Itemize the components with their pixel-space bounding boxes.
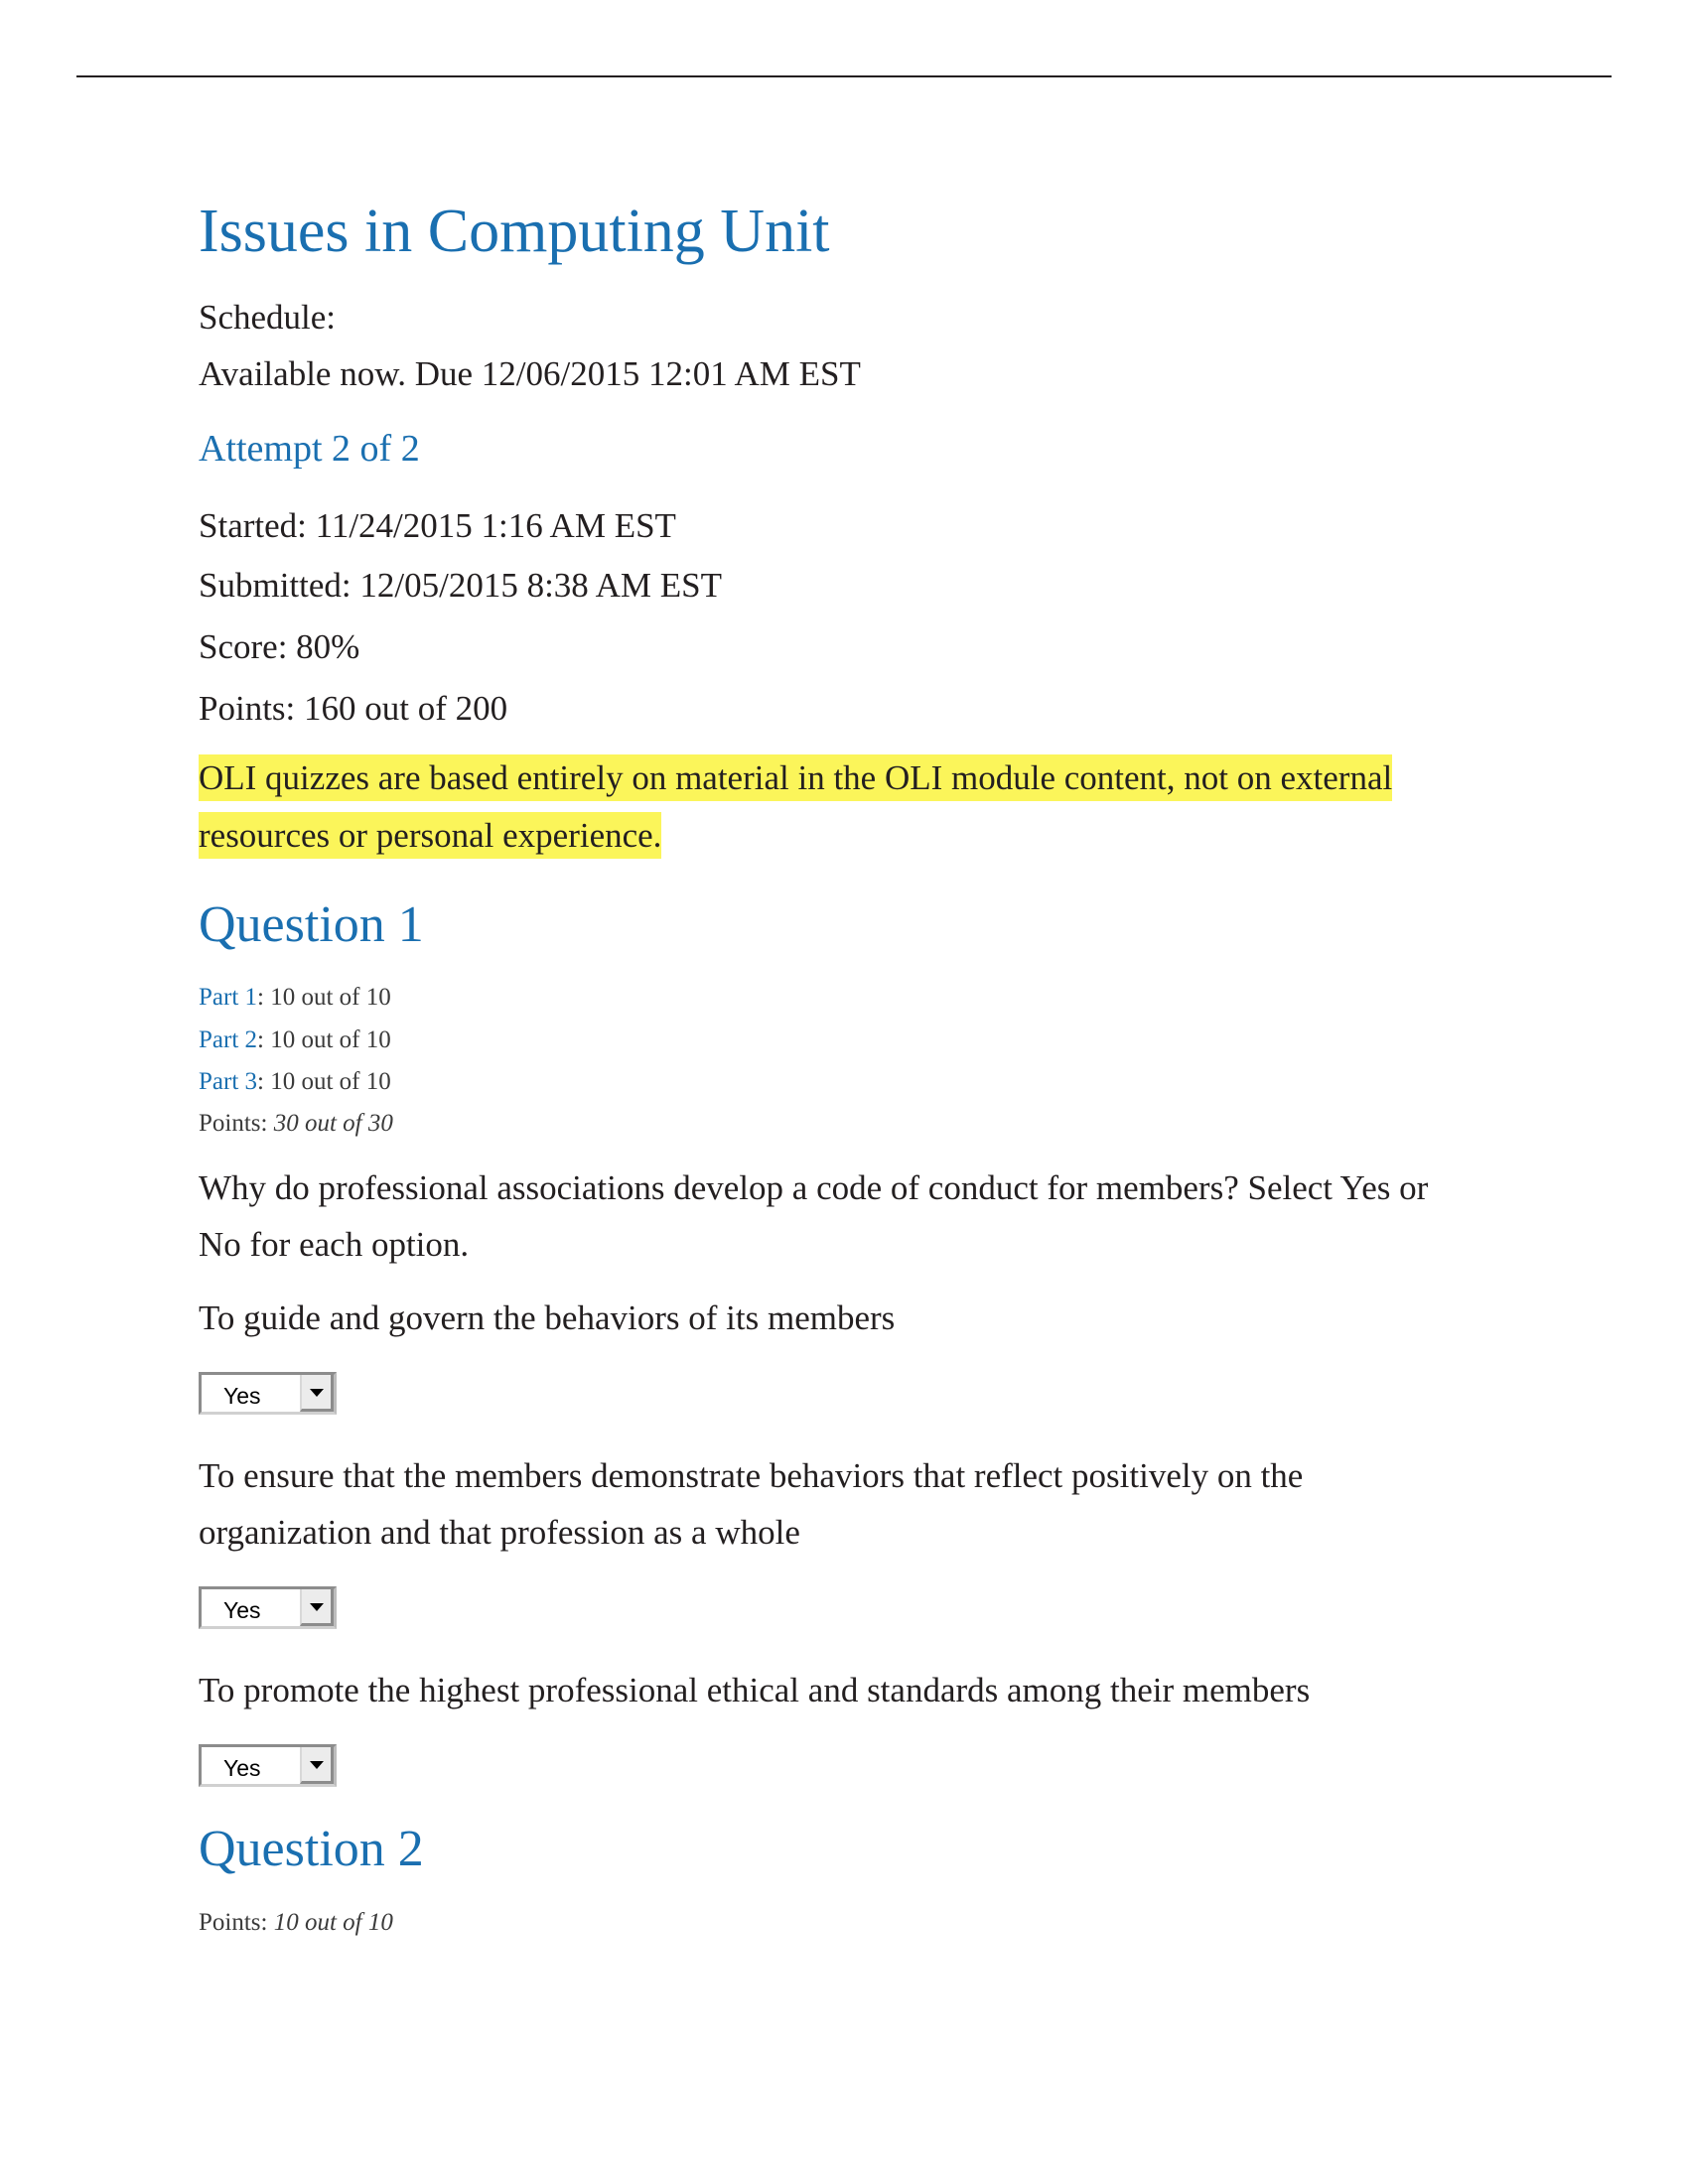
chevron-down-icon[interactable]	[300, 1375, 334, 1412]
part-score	[199, 985, 391, 1010]
score-text: Score: 80%	[199, 627, 360, 666]
highlighted-notice: OLI quizzes are based entirely on material in the OLI module content, not on external	[199, 754, 1392, 801]
points-label: Points:	[199, 1110, 274, 1137]
schedule-label: Schedule:	[199, 298, 337, 337]
part-3-link[interactable]: Part 3	[199, 1068, 258, 1095]
part-1-link[interactable]: Part 1	[199, 984, 258, 1011]
submitted-text: Submitted: 12/05/2015 8:38 AM EST	[199, 566, 722, 605]
part-2-score: : 10 out of 10	[257, 1026, 391, 1053]
part-2-link[interactable]: Part 2	[199, 1026, 258, 1053]
question-1-points	[199, 1111, 393, 1136]
option-1-text: To guide and govern the behaviors of its members	[199, 1298, 896, 1337]
option-3-answer-select[interactable]	[199, 1744, 337, 1787]
option-2-answer-select[interactable]	[199, 1586, 337, 1629]
part-3-score: : 10 out of 10	[257, 1068, 391, 1095]
selected-value: Yes	[223, 1597, 261, 1623]
question-1-heading: Question 1	[199, 896, 424, 953]
points-text: Points: 160 out of 200	[199, 689, 508, 728]
points-value: 10 out of 10	[273, 1909, 393, 1936]
question-1-prompt-line-1: Why do professional associations develop a code of conduct for members? Select Yes or	[199, 1168, 1429, 1207]
notice-line-2	[199, 818, 661, 853]
chevron-down-icon[interactable]	[300, 1747, 334, 1784]
option-3-text: To promote the highest professional ethical and standards among their members	[199, 1671, 1311, 1709]
points-value: 30 out of 30	[273, 1110, 393, 1137]
selected-value: Yes	[223, 1755, 261, 1781]
chevron-down-icon[interactable]	[300, 1589, 334, 1626]
part-1-score: : 10 out of 10	[257, 984, 391, 1011]
selected-value: Yes	[223, 1383, 261, 1409]
attempt-heading: Attempt 2 of 2	[199, 428, 420, 470]
part-score	[199, 1027, 391, 1052]
highlighted-notice: resources or personal experience.	[199, 812, 661, 859]
availability-text: Available now. Due 12/06/2015 12:01 AM EST	[199, 354, 861, 393]
notice-line-1	[199, 760, 1392, 795]
started-text: Started: 11/24/2015 1:16 AM EST	[199, 506, 676, 545]
question-1-prompt-line-2: No for each option.	[199, 1225, 470, 1264]
option-2-text-line-1: To ensure that the members demonstrate behaviors that reflect positively on the	[199, 1456, 1304, 1495]
option-1-answer-select[interactable]	[199, 1372, 337, 1415]
points-label: Points:	[199, 1909, 274, 1936]
top-divider	[76, 75, 1612, 77]
part-score	[199, 1069, 391, 1094]
question-2-heading: Question 2	[199, 1821, 424, 1877]
option-2-text-line-2: organization and that profession as a whole	[199, 1513, 800, 1552]
page-title: Issues in Computing Unit	[199, 198, 830, 265]
question-2-points	[199, 1910, 393, 1935]
